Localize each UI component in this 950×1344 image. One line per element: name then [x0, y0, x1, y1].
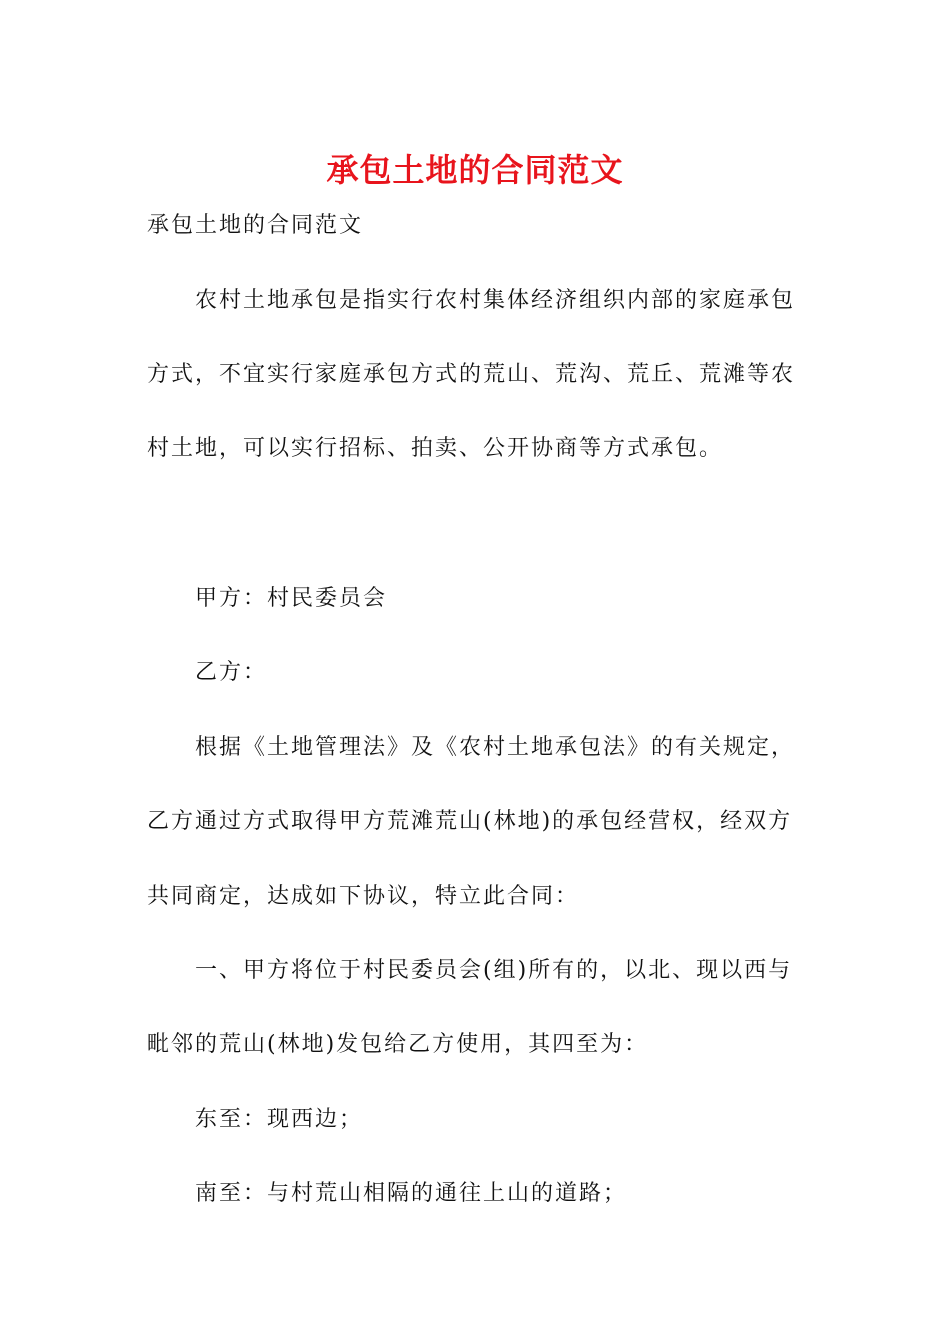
document-title: 承包土地的合同范文: [326, 151, 624, 189]
paragraph-line: 毗邻的荒山(林地)发包给乙方使用，其四至为：: [147, 1032, 649, 1057]
paragraph-line: 方式，不宜实行家庭承包方式的荒山、荒沟、荒丘、荒滩等农: [147, 362, 796, 387]
paragraph-line: 根据《土地管理法》及《农村土地承包法》的有关规定，: [195, 735, 796, 760]
paragraph-line: 村土地，可以实行招标、拍卖、公开协商等方式承包。: [147, 436, 724, 461]
party-a-line: 甲方：村民委员会: [195, 586, 388, 611]
party-b-line: 乙方：: [195, 660, 268, 685]
paragraph-line: 乙方通过方式取得甲方荒滩荒山(林地)的承包经营权，经双方: [147, 809, 793, 834]
boundary-east-line: 东至：现西边；: [195, 1107, 364, 1132]
clause-one-line: 一、甲方将位于村民委员会(组)所有的，以北、现以西与: [195, 958, 793, 983]
paragraph-line: 共同商定，达成如下协议，特立此合同：: [147, 884, 580, 909]
document-subtitle: 承包土地的合同范文: [147, 213, 364, 238]
paragraph-line: 农村土地承包是指实行农村集体经济组织内部的家庭承包: [195, 288, 796, 313]
boundary-south-line: 南至：与村荒山相隔的通往上山的道路；: [195, 1181, 628, 1206]
